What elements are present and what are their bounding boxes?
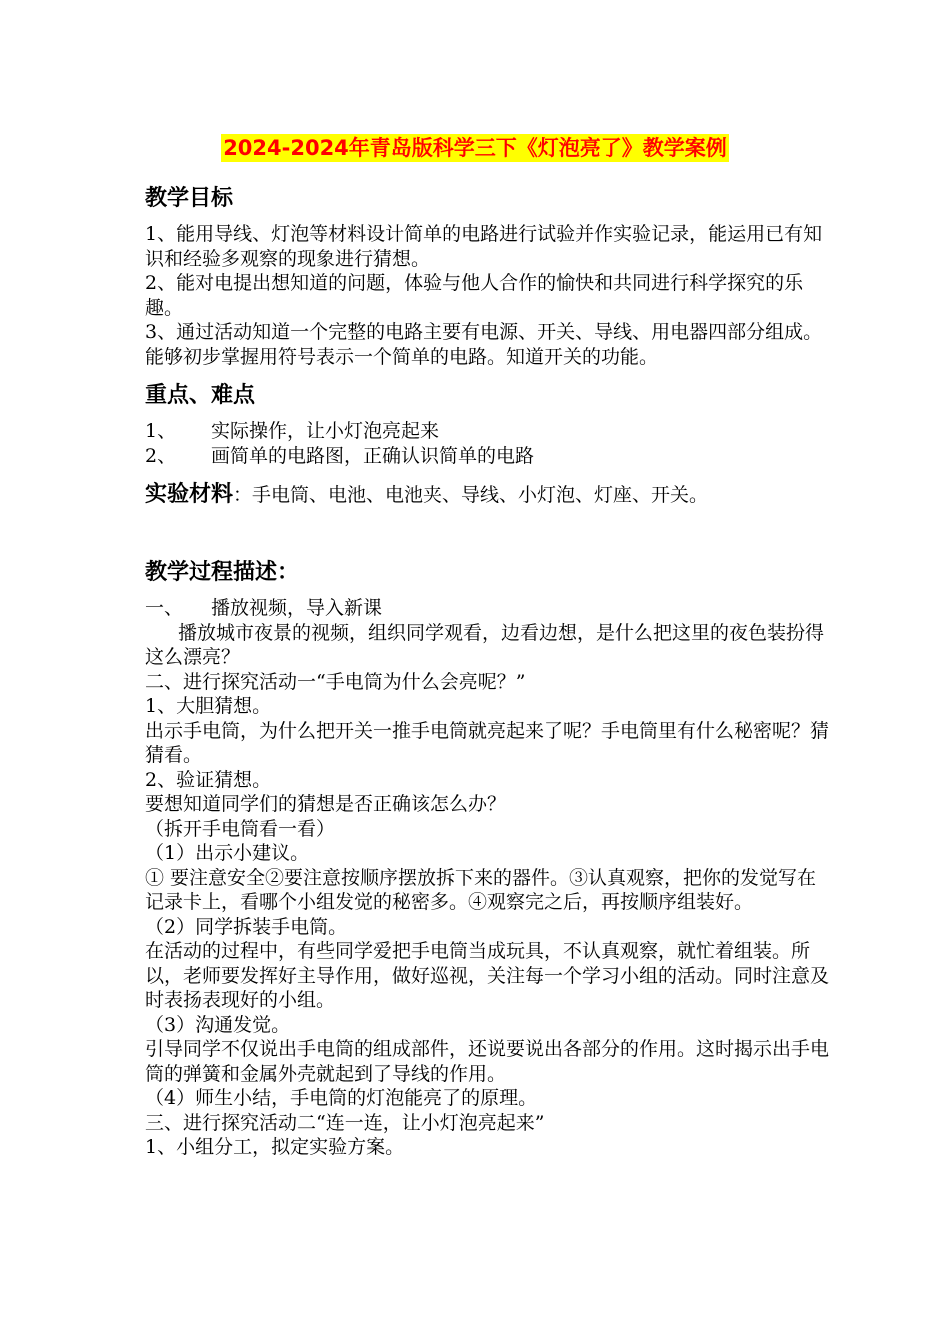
objectives-list [145,222,835,369]
objectives-heading: 教学目标 [145,186,234,211]
key-point-text: 实际操作，让小灯泡亮起来 [211,420,440,442]
process-paragraph: 二、进行探究活动一“手电筒为什么会亮呢？” [145,670,526,693]
process-paragraph: ① 要注意安全②要注意按顺序摆放拆下来的器件。③认真观察，把你的发觉写在记录卡上，看哪个小组发觉的秘密多。④观察完之后，再按顺序组装好。 [145,866,817,913]
process-paragraph: 引导同学不仅说出手电筒的组成部件，还说要说出各部分的作用。这时揭示出手电筒的弹簧和金属外壳就起到了导线的作用。 [145,1038,830,1085]
process-paragraph: 要想知道同学们的猜想是否正确该怎么办？ [145,793,507,815]
key-points-section [145,379,835,468]
key-point-item [145,419,835,444]
objective-item: 3、通过活动知道一个完整的电路主要有电源、开关、导线、用电器四部分组成。能够初步掌握用符号表示一个简单的电路。知道开关的功能。 [145,321,823,368]
process-paragraph: 三、进行探究活动二“连一连，让小灯泡亮起来” [145,1111,545,1134]
title-container [0,134,950,162]
process-section-number: 一、 [145,597,184,619]
process-paragraph: 出示手电筒，为什么把开关一推手电筒就亮起来了呢？手电筒里有什么秘密呢？猜猜看。 [145,719,830,766]
key-point-number: 1、 [145,420,177,442]
document-title: 2024-2024年青岛版科学三下《灯泡亮了》教学案例 [223,136,727,160]
process-section [145,556,835,1160]
process-paragraph: 播放城市夜景的视频，组织同学观看，边看边想，是什么把这里的夜色装扮得这么漂亮？ [145,621,825,668]
process-paragraph: （4）师生小结，手电筒的灯泡能亮了的原理。 [145,1087,538,1109]
objectives-section [145,182,835,369]
process-paragraph: 1、小组分工，拟定实验方案。 [145,1136,405,1158]
process-paragraph: （1）出示小建议。 [145,842,310,864]
materials-line [145,478,835,512]
process-paragraph: （3）沟通发觉。 [145,1013,291,1036]
objective-item: 2、能对电提出想知道的问题，体验与他人合作的愉快和共同进行科学探究的乐趣。 [145,272,804,319]
process-paragraph: 1、大胆猜想。 [145,695,272,717]
key-points-heading: 重点、难点 [145,383,256,408]
process-section-one [145,596,835,621]
objective-item: 1、能用导线、灯泡等材料设计简单的电路进行试验并作实验记录，能运用已有知识和经验多观察的现象进行猜想。 [145,223,823,270]
materials-text: 手电筒、电池、电池夹、导线、小灯泡、灯座、开关。 [252,484,709,506]
process-paragraph: （拆开手电筒看一看） [145,817,336,840]
process-section-title: 播放视频，导入新课 [211,597,383,619]
document-body [145,182,835,1160]
process-paragraph: 在活动的过程中，有些同学爱把手电筒当成玩具，不认真观察，就忙着组装。所以，老师要发挥好主导作用，做好巡视，关注每一个学习小组的活动。同时注意及时表扬表现好的小组。 [145,940,830,1011]
key-point-number: 2、 [145,444,177,467]
key-point-item [145,444,835,469]
materials-colon: ： [233,484,253,506]
process-paragraph: （2）同学拆装手电筒。 [145,915,348,938]
key-point-text: 画简单的电路图，正确认识简单的电路 [211,444,535,467]
process-paragraph: 2、验证猜想。 [145,768,272,791]
materials-label: 实验材料 [145,482,234,507]
process-heading: 教学过程描述： [145,560,300,585]
